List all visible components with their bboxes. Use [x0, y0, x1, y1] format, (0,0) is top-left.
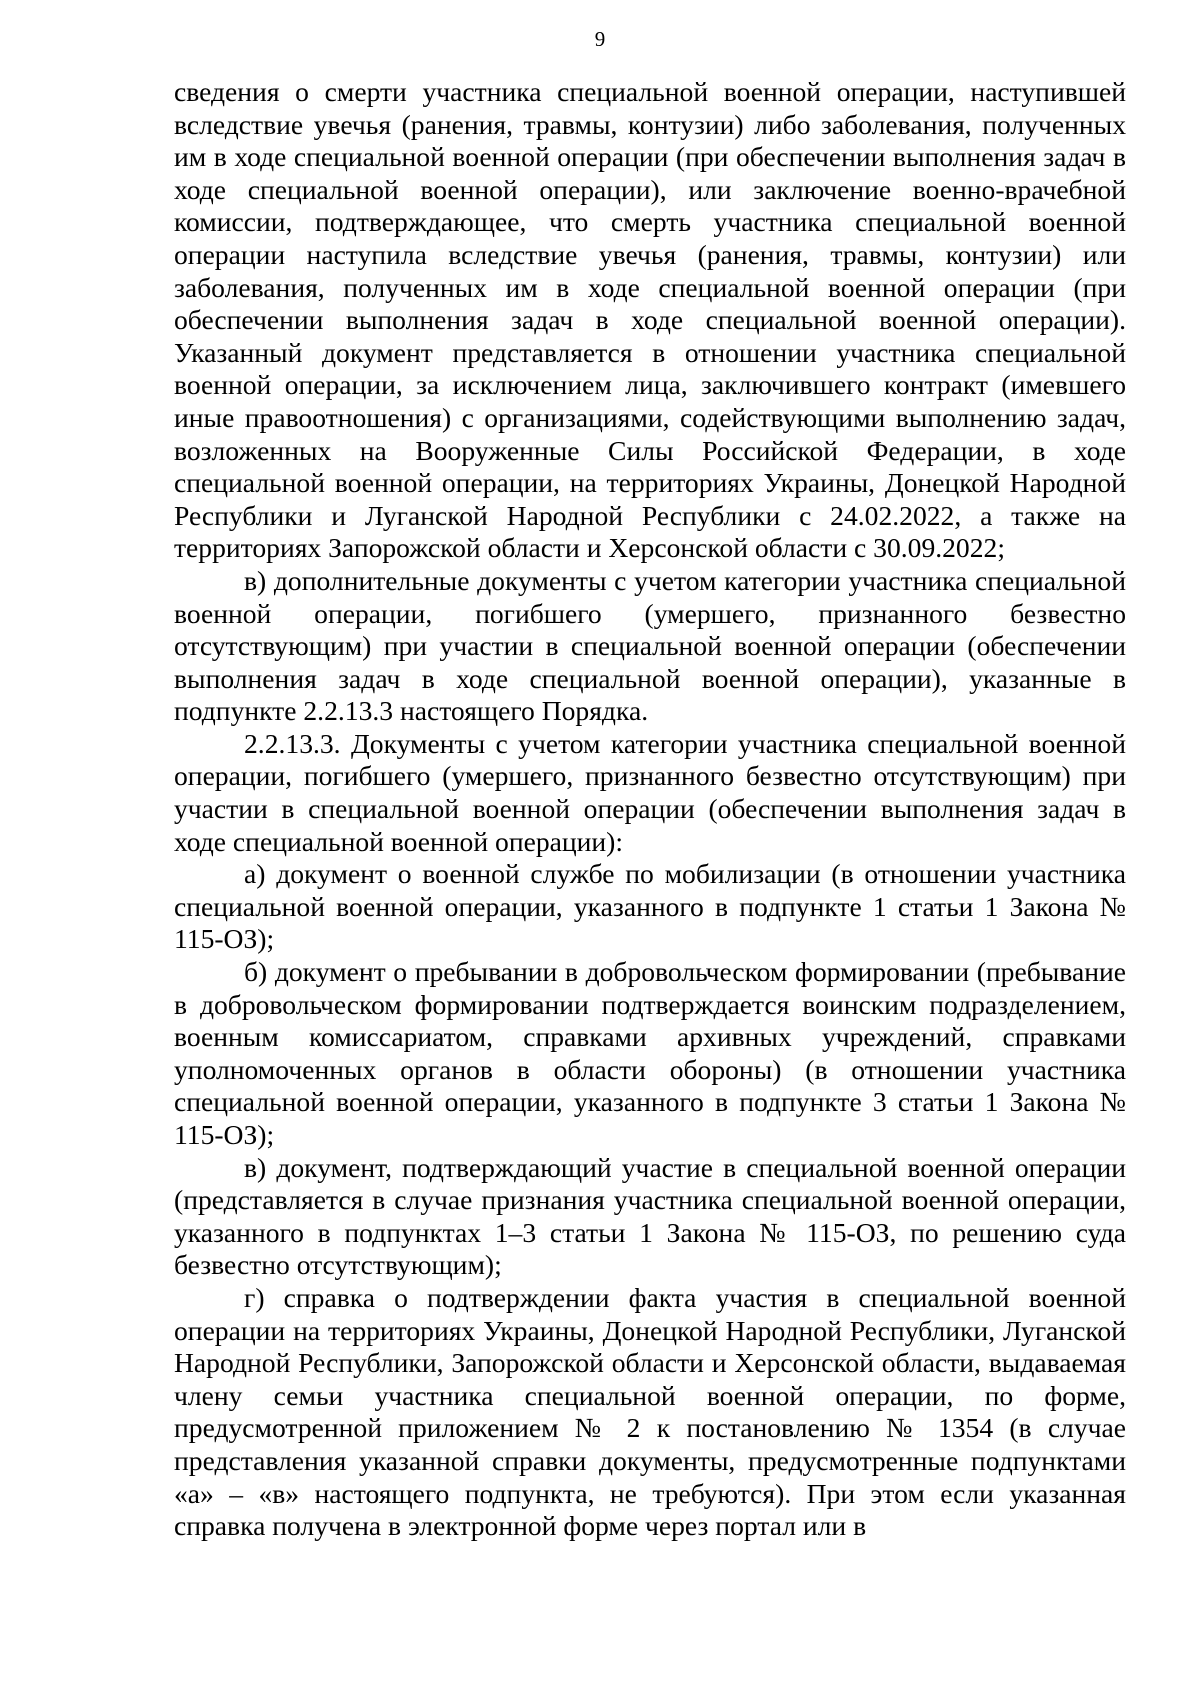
paragraph-death-information: сведения о смерти участника специальной военной операции, наступившей вследствие увечья (ранения, травмы, контузии) либо заболевания, полученных им в ходе специальной военной операции (при обеспечении выполнения задач в ходе специальной военной операции), или заключение военно-врачебной комиссии, подтверждающее, что смерть участника специальной военной операции наступила вследствие увечья (ранения, травмы, контузии) или заболевания, полученных им в ходе специальной военной операции (при обеспечении выполнения задач в ходе специальной военной операции). Указанный документ представляется в отношении участника специальной военной операции, за исключением лица, заключившего контракт (имевшего иные правоотношения) с организациями, содействующими выполнению задач, возложенных на Вооруженные Силы Российской Федерации, в ходе специальной военной операции, на территориях Украины, Донецкой Народной Республики и Луганской Народной Республики с 24.02.2022, а также на территориях Запорожской области и Херсонской области с 30.09.2022;	[174, 76, 1126, 564]
paragraph-item-v: в) документ, подтверждающий участие в специальной военной операции (представляется в случае признания участника специальной военной операции, указанного в подпунктах 1–3 статьи 1 Закона № 115-ОЗ, по решению суда безвестно отсутствующим);	[174, 1151, 1126, 1281]
paragraph-section-2-2-13-3: 2.2.13.3. Документы с учетом категории участника специальной военной операции, погибшего (умершего, признанного безвестно отсутствующим) при участии в специальной военной операции (обеспечении выполнения задач в ходе специальной военной операции):	[174, 727, 1126, 857]
paragraph-item-b: б) документ о пребывании в добровольческом формировании (пребывание в добровольческом формировании подтверждается воинским подразделением, военным комиссариатом, справками архивных учреждений, справками уполномоченных органов в области обороны) (в отношении участника специальной военной операции, указанного в подпункте 3 статьи 1 Закона № 115-ОЗ);	[174, 956, 1126, 1150]
page-number: 9	[594, 27, 606, 51]
paragraph-additional-documents: в) дополнительные документы с учетом категории участника специальной военной операции, погибшего (умершего, признанного безвестно отсутствующим) при участии в специальной военной операции (обеспечении выполнения задач в ходе специальной военной операции), указанные в подпункте 2.2.13.3 настоящего Порядка.	[174, 564, 1126, 727]
document-body	[174, 76, 1126, 1543]
paragraph-item-a: а) документ о военной службе по мобилизации (в отношении участника специальной военной операции, указанного в подпункте 1 статьи 1 Закона № 115-ОЗ);	[174, 858, 1126, 955]
paragraph-item-g: г) справка о подтверждении факта участия в специальной военной операции на территориях Украины, Донецкой Народной Республики, Луганской Народной Республики, Запорожской области и Херсонской области, выдаваемая члену семьи участника специальной военной операции, по форме, предусмотренной приложением № 2 к постановлению № 1354 (в случае представления указанной справки документы, предусмотренные подпунктами «а» – «в» настоящего подпункта, не требуются). При этом если указанная справка получена в электронной форме через портал или в	[174, 1281, 1126, 1542]
